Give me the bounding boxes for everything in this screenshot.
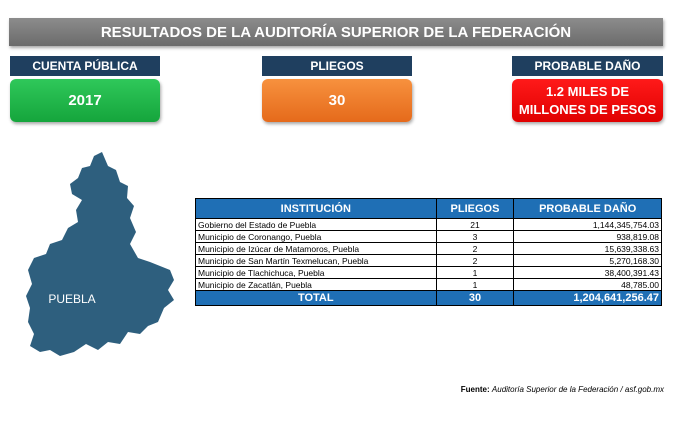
table-row	[196, 243, 662, 255]
table-row	[196, 255, 662, 267]
table-header-row	[196, 199, 662, 219]
cell-institution: Municipio de Coronango, Puebla	[196, 231, 437, 243]
puebla-state-shape	[26, 152, 174, 356]
kpi-value-pliegos: 30	[262, 79, 412, 122]
cell-pliegos: 1	[436, 267, 514, 279]
kpi-value-probable-dano: 1.2 MILES DE MILLONES DE PESOS	[512, 79, 663, 122]
total-pliegos: 30	[436, 291, 514, 306]
source-label: Fuente:	[460, 385, 490, 394]
cell-institution: Gobierno del Estado de Puebla	[196, 219, 437, 231]
cell-damage: 1,144,345,754.03	[514, 219, 662, 231]
cell-damage: 938,819.08	[514, 231, 662, 243]
kpi-label-probable-dano: PROBABLE DAÑO	[512, 56, 663, 76]
map-label: PUEBLA	[48, 292, 96, 306]
header-institucion: INSTITUCIÓN	[196, 199, 437, 219]
page-title: RESULTADOS DE LA AUDITORÍA SUPERIOR DE LA FEDERACIÓN	[9, 18, 663, 46]
cell-pliegos: 21	[436, 219, 514, 231]
kpi-label-cuenta-publica: CUENTA PÚBLICA	[10, 56, 160, 76]
cell-institution: Municipio de Zacatlán, Puebla	[196, 279, 437, 291]
cell-pliegos: 2	[436, 255, 514, 267]
total-label: TOTAL	[196, 291, 437, 306]
source-note	[461, 385, 664, 394]
cell-damage: 48,785.00	[514, 279, 662, 291]
kpi-label-pliegos: PLIEGOS	[262, 56, 412, 76]
total-damage: 1,204,641,256.47	[514, 291, 662, 306]
results-table	[195, 198, 662, 306]
table-row	[196, 231, 662, 243]
cell-institution: Municipio de San Martín Texmelucan, Puebla	[196, 255, 437, 267]
cell-institution: Municipio de Tlachichuca, Puebla	[196, 267, 437, 279]
table-total-row	[196, 291, 662, 306]
cell-institution: Municipio de Izúcar de Matamoros, Puebla	[196, 243, 437, 255]
header-pliegos: PLIEGOS	[436, 199, 514, 219]
kpi-value-cuenta-publica: 2017	[10, 79, 160, 122]
cell-pliegos: 1	[436, 279, 514, 291]
cell-pliegos: 2	[436, 243, 514, 255]
puebla-map	[24, 148, 184, 363]
cell-damage: 38,400,391.43	[514, 267, 662, 279]
source-text: Auditoría Superior de la Federación / asf.gob.mx	[491, 385, 664, 394]
cell-damage: 15,639,338.63	[514, 243, 662, 255]
header-probable-dano: PROBABLE DAÑO	[514, 199, 662, 219]
cell-pliegos: 3	[436, 231, 514, 243]
cell-damage: 5,270,168.30	[514, 255, 662, 267]
table-row	[196, 279, 662, 291]
table-row	[196, 267, 662, 279]
table-row	[196, 219, 662, 231]
